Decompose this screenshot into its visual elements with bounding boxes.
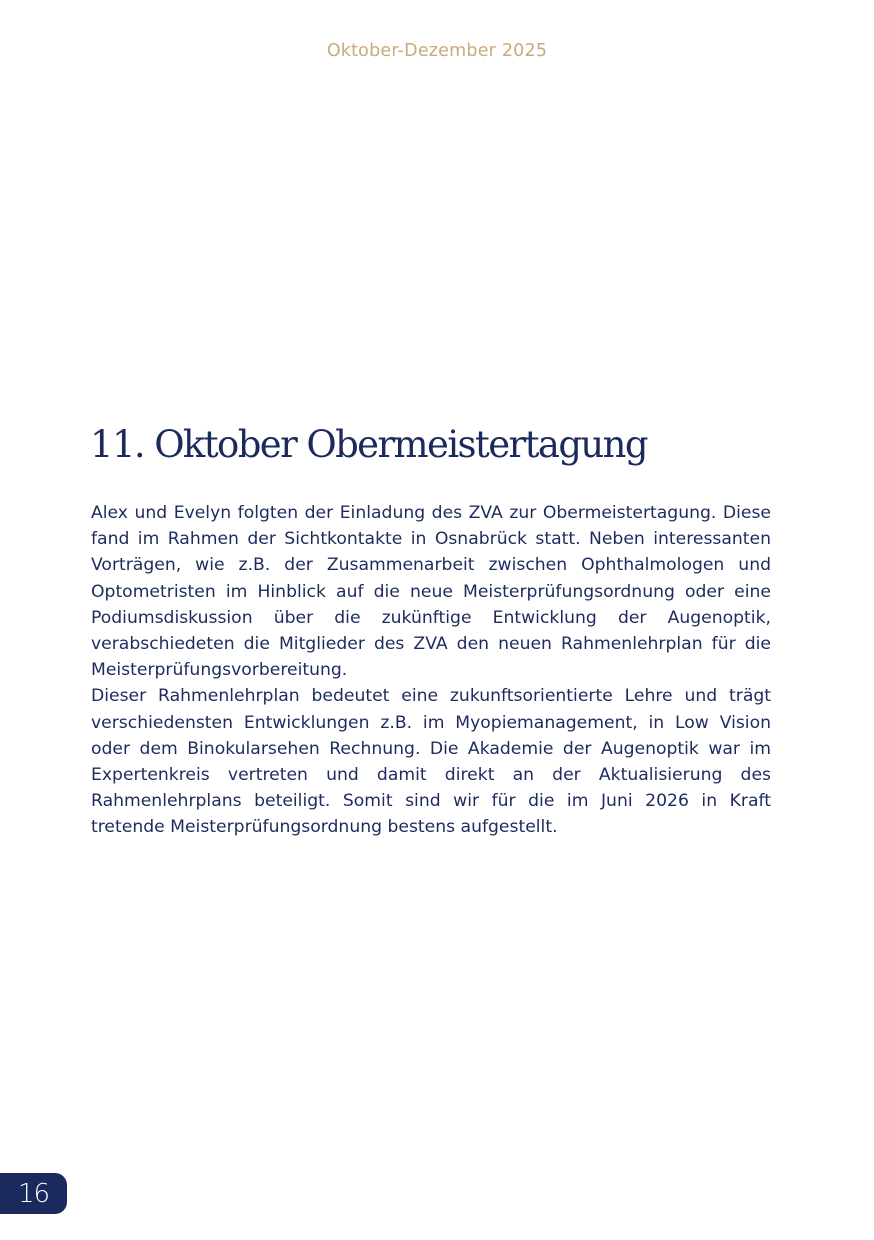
page-number: 16 bbox=[17, 1178, 50, 1209]
article-body bbox=[91, 500, 771, 841]
article-paragraph-1: Alex und Evelyn folgten der Einladung des ZVA zur Obermeistertagung. Diese fand im Rahmen der Sichtkontakte in Osnabrück statt. Neben interessanten Vorträgen, wie z.B. der Zusammenarbeit zwischen Ophthalmologen und Optometristen im Hinblick auf die neue Meisterprüfungsordnung oder eine Podiumsdiskussion über die zukünftige Entwicklung der Augenoptik, verabschiedeten die Mitglieder des ZVA den neuen Rahmenlehrplan für die Meisterprüfungsvorbereitung. bbox=[91, 503, 771, 681]
page-header-period: Oktober-Dezember 2025 bbox=[326, 41, 548, 61]
article-paragraph-2: Dieser Rahmenlehrplan bedeutet eine zukunftsorientierte Lehre und trägt verschiedensten Entwicklungen z.B. im Myopiemanagement, in Low Vision oder dem Binokularsehen Rechnung. Die Akademie der Augenoptik war im Expertenkreis vertreten und damit direkt an der Aktualisierung des Rahmenlehrplans beteiligt. Somit sind wir für die im Juni 2026 in Kraft tretende Meisterprüfungsordnung bestens aufgestellt. bbox=[91, 686, 771, 838]
article-title: 11. Oktober Obermeistertagung bbox=[90, 423, 647, 466]
page-number-tab bbox=[0, 1173, 67, 1214]
